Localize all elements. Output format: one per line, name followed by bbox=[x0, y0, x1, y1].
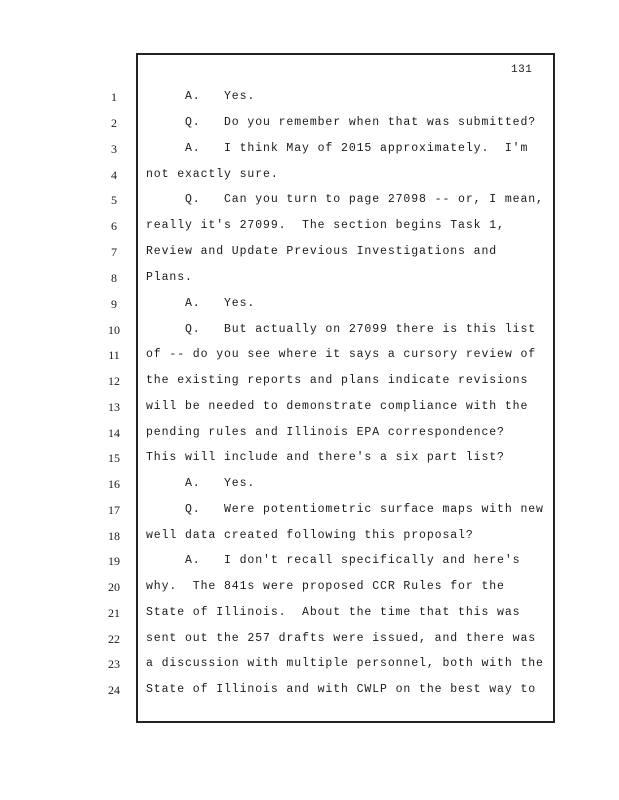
line-number: 11 bbox=[108, 348, 120, 362]
line-number: 12 bbox=[108, 374, 120, 388]
transcript-line bbox=[0, 477, 619, 495]
line-text: Q. Can you turn to page 27098 -- or, I mean, bbox=[146, 193, 544, 206]
line-number: 5 bbox=[111, 193, 117, 207]
transcript-line bbox=[0, 606, 619, 624]
transcript-line bbox=[0, 245, 619, 263]
transcript-line bbox=[0, 374, 619, 392]
transcript-line bbox=[0, 503, 619, 521]
line-number: 16 bbox=[108, 477, 120, 491]
line-text: pending rules and Illinois EPA correspondence? bbox=[146, 426, 505, 439]
line-text: Q. But actually on 27099 there is this list bbox=[146, 323, 537, 336]
line-text: State of Illinois. About the time that this was bbox=[146, 606, 521, 619]
transcript-line bbox=[0, 580, 619, 598]
line-text: A. I don't recall specifically and here's bbox=[146, 554, 521, 567]
line-text: Review and Update Previous Investigations and bbox=[146, 245, 498, 258]
line-text: This will include and there's a six part list? bbox=[146, 451, 505, 464]
transcript-line bbox=[0, 271, 619, 289]
line-text: A. Yes. bbox=[146, 297, 256, 310]
transcript-line bbox=[0, 632, 619, 650]
transcript-line bbox=[0, 297, 619, 315]
line-number: 15 bbox=[108, 451, 120, 465]
transcript-line bbox=[0, 116, 619, 134]
line-number: 14 bbox=[108, 426, 120, 440]
line-number: 1 bbox=[111, 90, 117, 104]
line-number: 18 bbox=[108, 529, 120, 543]
transcript-line bbox=[0, 400, 619, 418]
line-text: not exactly sure. bbox=[146, 168, 279, 181]
line-number: 6 bbox=[111, 219, 117, 233]
line-text: why. The 841s were proposed CCR Rules for the bbox=[146, 580, 505, 593]
transcript-line bbox=[0, 683, 619, 701]
line-number: 21 bbox=[108, 606, 120, 620]
line-text: well data created following this proposal? bbox=[146, 529, 474, 542]
line-number: 13 bbox=[108, 400, 120, 414]
transcript-line bbox=[0, 348, 619, 366]
line-number: 23 bbox=[108, 657, 120, 671]
line-text: Q. Were potentiometric surface maps with new bbox=[146, 503, 544, 516]
line-number: 10 bbox=[108, 323, 120, 337]
line-text: the existing reports and plans indicate revisions bbox=[146, 374, 529, 387]
line-number: 19 bbox=[108, 554, 120, 568]
line-number: 4 bbox=[111, 168, 117, 182]
transcript-line bbox=[0, 168, 619, 186]
line-text: a discussion with multiple personnel, both with the bbox=[146, 657, 544, 670]
line-number: 24 bbox=[108, 683, 120, 697]
transcript-line bbox=[0, 323, 619, 341]
page-number: 131 bbox=[511, 64, 533, 76]
transcript-line bbox=[0, 142, 619, 160]
line-number: 17 bbox=[108, 503, 120, 517]
transcript-line bbox=[0, 193, 619, 211]
transcript-line bbox=[0, 529, 619, 547]
line-number: 7 bbox=[111, 245, 117, 259]
line-text: State of Illinois and with CWLP on the best way to bbox=[146, 683, 537, 696]
line-text: Plans. bbox=[146, 271, 193, 284]
line-text: A. Yes. bbox=[146, 90, 256, 103]
line-number: 8 bbox=[111, 271, 117, 285]
line-number: 2 bbox=[111, 116, 117, 130]
line-text: A. Yes. bbox=[146, 477, 256, 490]
line-number: 3 bbox=[111, 142, 117, 156]
line-text: A. I think May of 2015 approximately. I'm bbox=[146, 142, 529, 155]
line-text: really it's 27099. The section begins Task 1, bbox=[146, 219, 505, 232]
line-number: 22 bbox=[108, 632, 120, 646]
line-text: will be needed to demonstrate compliance with the bbox=[146, 400, 529, 413]
line-text: Q. Do you remember when that was submitted? bbox=[146, 116, 537, 129]
line-number: 20 bbox=[108, 580, 120, 594]
line-number: 9 bbox=[111, 297, 117, 311]
transcript-line bbox=[0, 554, 619, 572]
transcript-line bbox=[0, 451, 619, 469]
transcript-line bbox=[0, 657, 619, 675]
transcript-line bbox=[0, 219, 619, 237]
transcript-line bbox=[0, 426, 619, 444]
line-text: sent out the 257 drafts were issued, and there was bbox=[146, 632, 537, 645]
transcript-line bbox=[0, 90, 619, 108]
line-text: of -- do you see where it says a cursory review of bbox=[146, 348, 537, 361]
